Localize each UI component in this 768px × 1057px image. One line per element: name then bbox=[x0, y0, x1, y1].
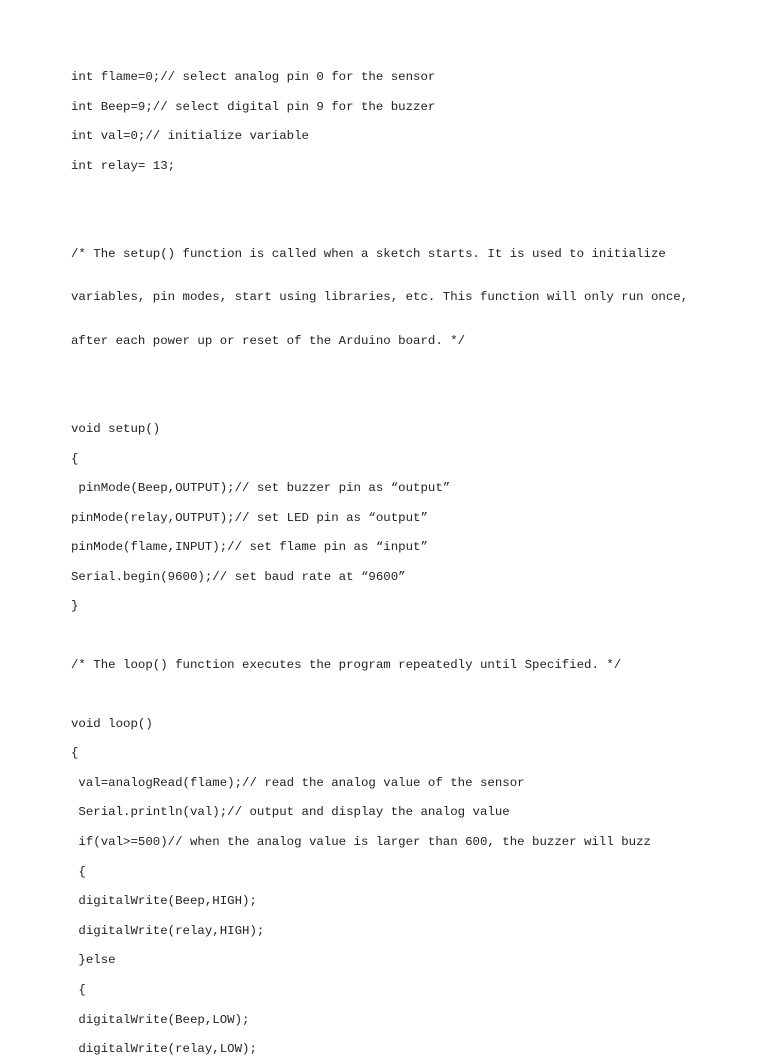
code-line-flame-declaration: int flame=0;// select analog pin 0 for the sensor bbox=[71, 70, 436, 84]
setup-pinmode-flame: pinMode(flame,INPUT);// set flame pin as “input” bbox=[71, 540, 428, 555]
loop-digitalwrite-beep-low: digitalWrite(Beep,LOW); bbox=[71, 1012, 250, 1027]
loop-else: }else bbox=[71, 953, 116, 968]
setup-serial-begin: Serial.begin(9600);// set baud rate at “9600” bbox=[71, 569, 406, 584]
setup-comment-line: after each power up or reset of the Arduino board. */ bbox=[71, 334, 466, 349]
setup-comment-line: /* The setup() function is called when a sketch starts. It is used to initialize bbox=[71, 246, 666, 261]
loop-if-open-brace: { bbox=[71, 864, 86, 879]
loop-digitalwrite-relay-low: digitalWrite(relay,LOW); bbox=[71, 1042, 257, 1057]
loop-if-condition: if(val>=500)// when the analog value is larger than 600, the buzzer will buzz bbox=[71, 835, 651, 850]
loop-analog-read: val=analogRead(flame);// read the analog value of the sensor bbox=[71, 775, 525, 790]
loop-open-brace: { bbox=[71, 746, 79, 761]
loop-comment: /* The loop() function executes the program repeatedly until Specified. */ bbox=[71, 658, 622, 673]
code-document bbox=[71, 70, 731, 1057]
setup-open-brace: { bbox=[71, 451, 79, 466]
loop-else-open-brace: { bbox=[71, 983, 86, 997]
setup-close-brace: } bbox=[71, 599, 79, 614]
loop-digitalwrite-relay-high: digitalWrite(relay,HIGH); bbox=[71, 923, 265, 938]
setup-comment-block bbox=[71, 217, 731, 378]
setup-comment-line: variables, pin modes, start using libraries, etc. This function will only run once, bbox=[71, 290, 689, 305]
loop-digitalwrite-beep-high: digitalWrite(Beep,HIGH); bbox=[71, 894, 257, 909]
setup-pinmode-relay: pinMode(relay,OUTPUT);// set LED pin as “output” bbox=[71, 510, 428, 525]
setup-pinmode-beep: pinMode(Beep,OUTPUT);// set buzzer pin as “output” bbox=[71, 481, 451, 496]
setup-function-signature: void setup() bbox=[71, 421, 161, 436]
code-line-beep-declaration: int Beep=9;// select digital pin 9 for the buzzer bbox=[71, 99, 436, 114]
code-line-relay-declaration: int relay= 13; bbox=[71, 158, 176, 173]
loop-function-signature: void loop() bbox=[71, 716, 153, 731]
loop-serial-println: Serial.println(val);// output and display the analog value bbox=[71, 805, 510, 820]
code-line-val-declaration: int val=0;// initialize variable bbox=[71, 129, 309, 144]
